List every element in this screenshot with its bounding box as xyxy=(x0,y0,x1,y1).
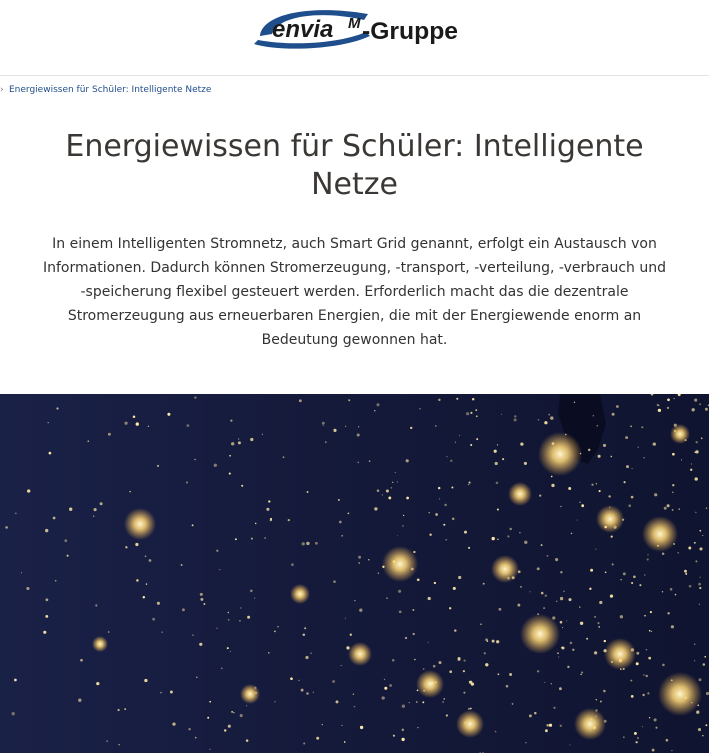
page-title: Energiewissen für Schüler: Intelligente Netze xyxy=(65,129,644,202)
logo-envia-text: envia xyxy=(272,16,334,43)
breadcrumb xyxy=(0,84,211,96)
envia-m-gruppe-logo[interactable] xyxy=(250,6,462,50)
logo-m-superscript: M xyxy=(348,15,361,32)
satellite-night-lights-image xyxy=(0,394,709,753)
logo-gruppe-text: -Gruppe xyxy=(362,18,458,45)
breadcrumb-current-link[interactable]: Energiewissen für Schüler: Intelligente Netze xyxy=(9,85,212,95)
intro-paragraph: In einem Intelligenten Stromnetz, auch Smart Grid genannt, erfolgt ein Austausch von Informationen. Dadurch können Stromerzeugung, -transport, -verteilung, -verbrauch und -speicherung flexibel gesteuert werden. Erforderlich macht das die dezentrale Stromerzeugung aus erneuerbaren Energien, die mit der Energiewende enorm an Bedeutung gewonnen hat. xyxy=(43,236,666,348)
site-header xyxy=(0,0,709,76)
chevron-right-icon: › xyxy=(0,85,4,95)
